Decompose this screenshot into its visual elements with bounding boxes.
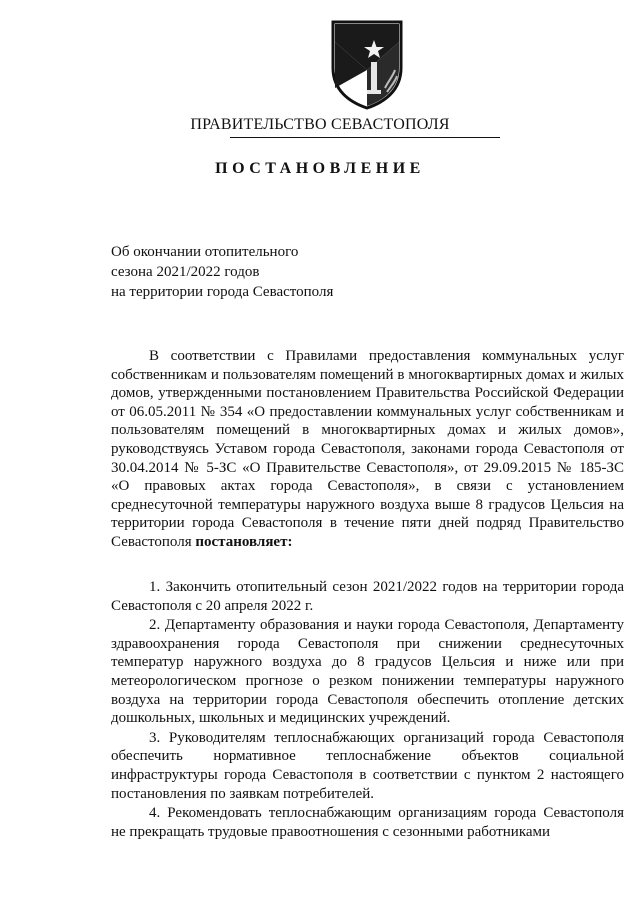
resolution-item-3: 3. Руководителям теплоснабжающих организаций города Севастополя обеспечить нормативное теплоснабжение объектов социальной инфраструктуры города Севастополя в соответствии с пунктом 2 настоящего постановления по заявкам потребителей. (111, 729, 624, 802)
subject-line-2: сезона 2021/2022 годов (111, 264, 260, 280)
document-subject (111, 242, 333, 302)
resolves-word: постановляет: (195, 533, 293, 550)
organization-name: ПРАВИТЕЛЬСТВО СЕВАСТОПОЛЯ (190, 116, 450, 133)
resolution-item-2: 2. Департаменту образования и науки города Севастополя, Департаменту здравоохранения города Севастополя при снижении среднесуточных температур наружного воздуха до 8 градусов Цельсия и ниже или при метеорологическом прогнозе о резком понижении температуры наружного воздуха на территории города Севастополя обеспечить отопление детских дошкольных, школьных и медицинских учреждений. (111, 617, 624, 727)
preamble-text: В соответствии с Правилами предоставления коммунальных услуг собственникам и пользователям помещений в многоквартирных домах и жилых домов, утвержденными постановлением Правительства Российской Федерации от 06.05.2011 № 354 «О предоставлении коммунальных услуг собственникам и пользователям помещений в многоквартирных домах и жилых домов», руководствуясь Уставом города Севастополя, законами города Севастополя от 30.04.2014 № 5-ЗС «О Правительстве Севастополя», от 29.09.2015 № 185-ЗС «О правовых актах города Севастополя», в связи с установлением среднесуточной температуры наружного воздуха выше 8 градусов Цельсия на территории города Севастополя в течение пяти дней подряд Правительство Севастополя (111, 348, 624, 550)
document-type-title: ПОСТАНОВЛЕНИЕ (215, 160, 425, 177)
preamble-paragraph (111, 347, 624, 552)
resolution-item-4: 4. Рекомендовать теплоснабжающим организациям города Севастополя не прекращать трудовые правоотношения с сезонными работниками (111, 805, 624, 840)
resolution-items (111, 578, 624, 842)
subject-line-1: Об окончании отопительного (111, 244, 299, 260)
sevastopol-coat-of-arms-icon (327, 18, 407, 110)
resolution-item-1: 1. Закончить отопительный сезон 2021/2022 годов на территории города Севастополя с 20 апреля 2022 г. (111, 579, 624, 614)
subject-line-3: на территории города Севастополя (111, 284, 334, 300)
organization-underline (230, 137, 500, 138)
